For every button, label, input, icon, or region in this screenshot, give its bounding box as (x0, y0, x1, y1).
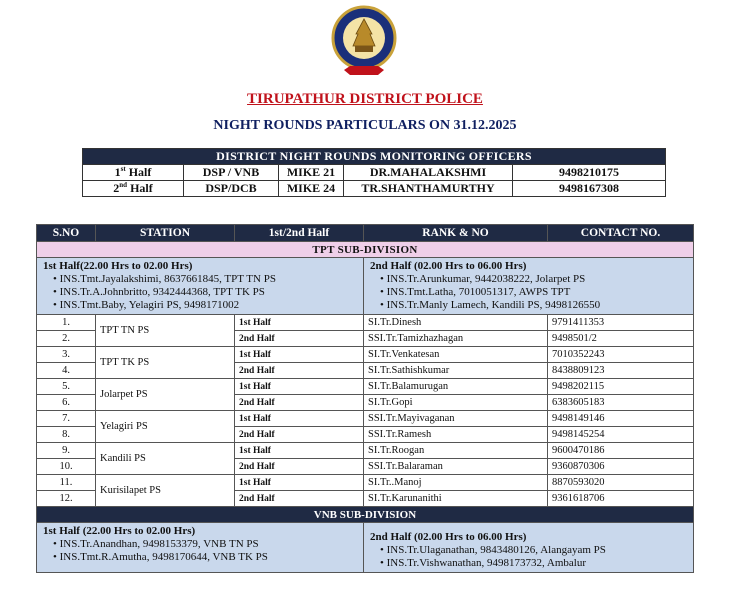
monitoring-row: 2nd Half DSP/DCB MIKE 24 TR.SHANTHAMURTHY 9498167308 (83, 181, 666, 197)
monitoring-heading: DISTRICT NIGHT ROUNDS MONITORING OFFICERS (83, 149, 666, 165)
table-row: 3. TPT TK PS 1st Half SI.Tr.Venkatesan 7010352243 (37, 347, 694, 363)
list-item: • INS.Tr.Manly Lamech, Kandili PS, 9498126550 (380, 299, 687, 312)
tpt-subdivision-header: TPT SUB-DIVISION (37, 242, 694, 258)
vnb-first-half-block: 1st Half (22.00 Hrs to 02.00 Hrs) • INS.Tr.Anandhan, 9498153379, VNB TN PS • INS.Tmt.R.Amutha, 9498170644, VNB TK PS (37, 523, 364, 573)
page-subtitle: NIGHT ROUNDS PARTICULARS ON 31.12.2025 (213, 118, 517, 133)
tpt-second-half-block: 2nd Half (02.00 Hrs to 06.00 Hrs) • INS.Tr.Arunkumar, 9442038222, Jolarpet PS • INS.Tmt.Latha, 7010051317, AWPS TPT • INS.Tr.Manly Lamech, Kandili PS, 9498126550 (364, 258, 694, 315)
col-contact: CONTACT NO. (548, 225, 694, 242)
table-row: 12. 2nd Half SI.Tr.Karunanithi 9361618706 (37, 491, 694, 507)
page-title: TIRUPATHUR DISTRICT POLICE (247, 91, 483, 107)
col-half: 1st/2nd Half (235, 225, 364, 242)
table-row: 8. 2nd Half SSI.Tr.Ramesh 9498145254 (37, 427, 694, 443)
list-item: • INS.Tr.Arunkumar, 9442038222, Jolarpet PS (380, 273, 687, 286)
vnb-inspectors-block (37, 523, 694, 573)
monitoring-officers-table (82, 148, 666, 197)
list-item: • INS.Tr.Anandhan, 9498153379, VNB TN PS (53, 538, 357, 551)
table-row: 6. 2nd Half SI.Tr.Gopi 6383605183 (37, 395, 694, 411)
table-row: 1. TPT TN PS 1st Half SI.Tr.Dinesh 9791411353 (37, 315, 694, 331)
table-row: 7. Yelagiri PS 1st Half SSI.Tr.Mayivaganan 9498149146 (37, 411, 694, 427)
vnb-second-half-block: 2nd Half (02.00 Hrs to 06.00 Hrs) • INS.Tr.Ulaganathan, 9843480126, Alangayam PS • INS.Tr.Vishwanathan, 9498173732, Ambalur (364, 523, 694, 573)
col-sno: S.NO (37, 225, 96, 242)
list-item: • INS.Tmt.Baby, Yelagiri PS, 9498171002 (53, 299, 357, 312)
table-row: 2. 2nd Half SSI.Tr.Tamizhazhagan 9498501/2 (37, 331, 694, 347)
col-station: STATION (96, 225, 235, 242)
tpt-inspectors-block (37, 258, 694, 315)
list-item: • INS.Tr.Ulaganathan, 9843480126, Alangayam PS (380, 544, 687, 557)
col-rank: RANK & NO (364, 225, 548, 242)
table-row: 5. Jolarpet PS 1st Half SI.Tr.Balamurugan 9498202115 (37, 379, 694, 395)
tamilnadu-police-emblem-logo (328, 4, 400, 80)
vnb-subdivision-header: VNB SUB-DIVISION (37, 507, 694, 523)
table-row: 11. Kurisilapet PS 1st Half SI.Tr..Manoj 8870593020 (37, 475, 694, 491)
table-row: 10. 2nd Half SSI.Tr.Balaraman 9360870306 (37, 459, 694, 475)
table-header-row (37, 225, 694, 242)
list-item: • INS.Tmt.R.Amutha, 9498170644, VNB TK PS (53, 551, 357, 564)
list-item: • INS.Tr.A.Johnbritto, 9342444368, TPT TK PS (53, 286, 357, 299)
list-item: • INS.Tmt.Jayalakshimi, 8637661845, TPT TN PS (53, 273, 357, 286)
night-rounds-table (36, 224, 694, 573)
table-row: 4. 2nd Half SI.Tr.Sathishkumar 8438809123 (37, 363, 694, 379)
tpt-first-half-block: 1st Half(22.00 Hrs to 02.00 Hrs) • INS.Tmt.Jayalakshimi, 8637661845, TPT TN PS • INS.Tr.A.Johnbritto, 9342444368, TPT TK PS • INS.Tmt.Baby, Yelagiri PS, 9498171002 (37, 258, 364, 315)
monitoring-row: 1st Half DSP / VNB MIKE 21 DR.MAHALAKSHMI 9498210175 (83, 165, 666, 181)
list-item: • INS.Tmt.Latha, 7010051317, AWPS TPT (380, 286, 687, 299)
table-row: 9. Kandili PS 1st Half SI.Tr.Roogan 9600470186 (37, 443, 694, 459)
list-item: • INS.Tr.Vishwanathan, 9498173732, Ambalur (380, 557, 687, 570)
